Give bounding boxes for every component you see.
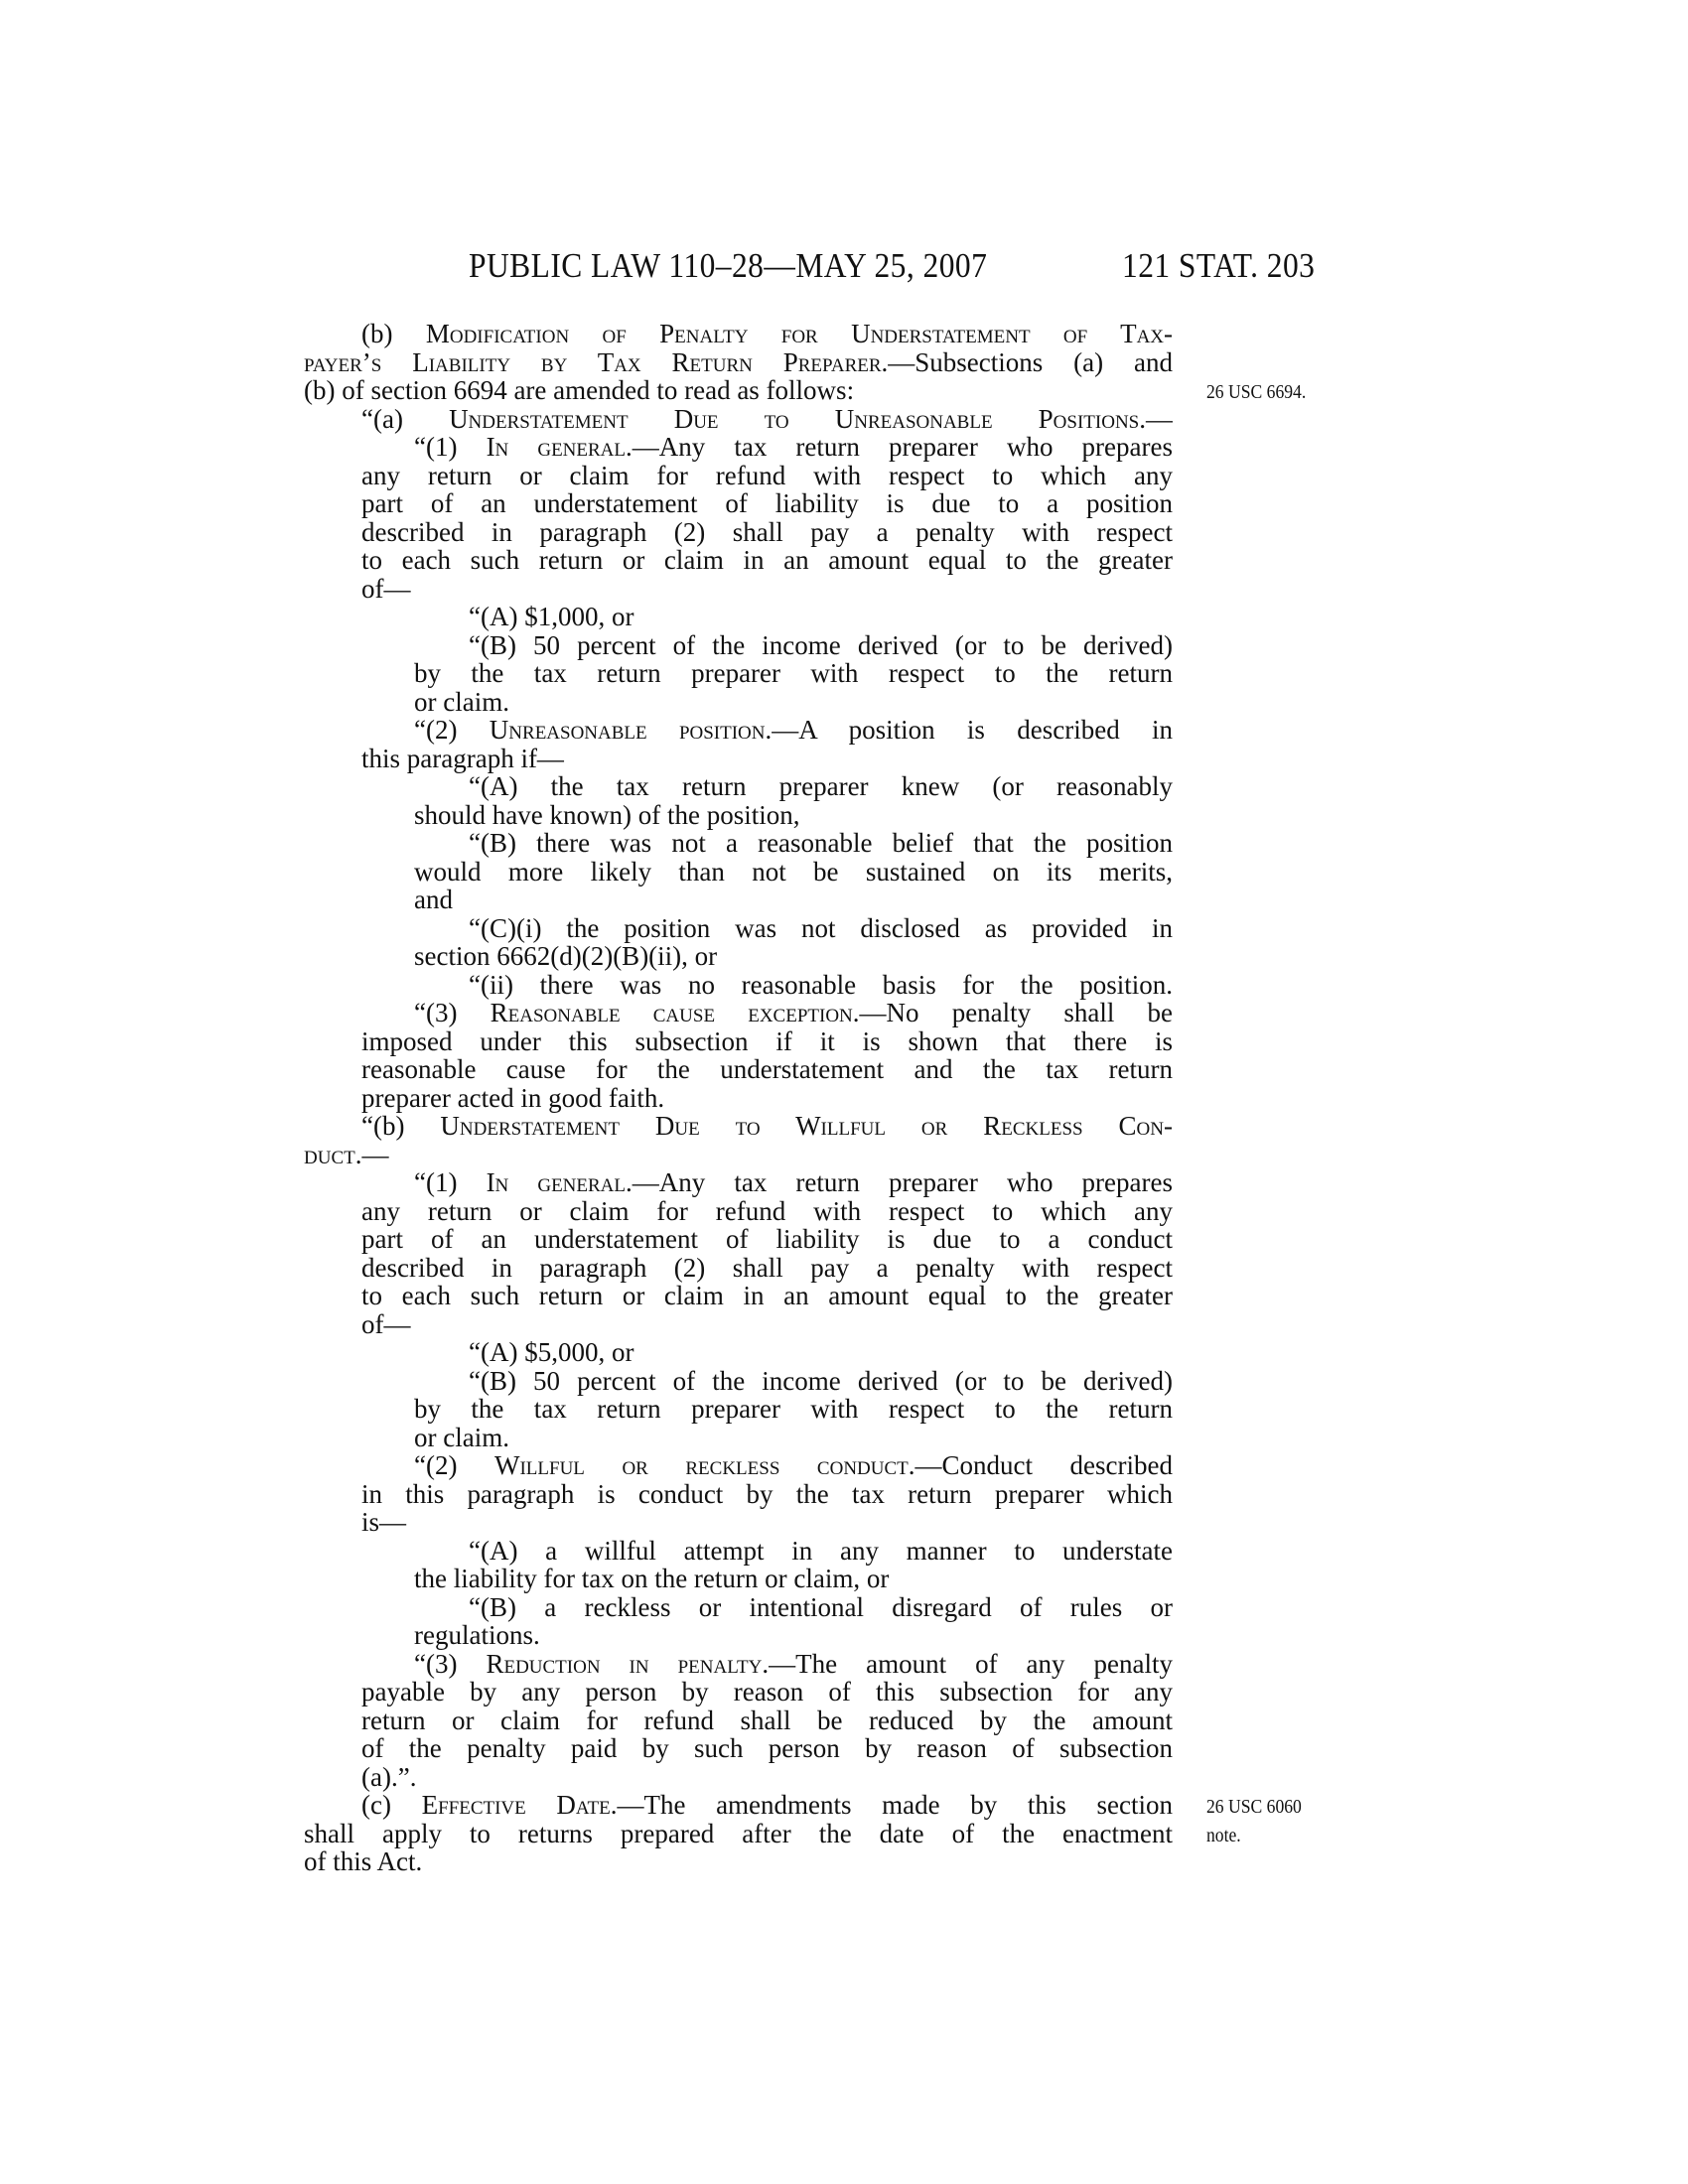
section-heading: Understatement Due to Unreasonable Positions <box>449 404 1140 434</box>
line-text: of the penalty paid by such person by reason of subsection <box>361 1734 1173 1763</box>
text-line <box>361 575 1173 604</box>
text-line <box>361 489 1173 518</box>
line-text: (c) <box>361 1791 422 1820</box>
text-line <box>361 1282 1173 1310</box>
line-text: return or claim for refund shall be reduced by the amount <box>361 1706 1173 1735</box>
text-line <box>469 603 1173 631</box>
line-text: .— <box>1139 404 1173 434</box>
line-text: is— <box>361 1507 407 1537</box>
text-line <box>469 971 1173 1000</box>
line-text: described in paragraph (2) shall pay a penalty with respect <box>361 517 1173 547</box>
text-line <box>414 858 1173 887</box>
line-text: to each such return or claim in an amount equal to the greater <box>361 546 1173 575</box>
line-text: or claim. <box>414 1422 509 1452</box>
text-line <box>414 1621 1173 1650</box>
section-heading: Reduction in penalty <box>486 1649 763 1679</box>
line-text: imposed under this subsection if it is shown that there is <box>361 1026 1173 1056</box>
text-line <box>414 1168 1173 1197</box>
text-line <box>361 1508 1173 1537</box>
line-text: shall apply to returns prepared after the date of the enactment <box>304 1819 1173 1848</box>
section-heading: Unreasonable position <box>489 716 766 745</box>
line-text: “(A) $5,000, or <box>469 1337 634 1367</box>
text-line <box>414 1650 1173 1679</box>
line-text: “(a) <box>361 404 450 434</box>
line-text: this paragraph if— <box>361 743 564 773</box>
line-text: “(2) <box>414 1451 494 1480</box>
section-heading: In general <box>486 1168 627 1197</box>
text-line <box>361 546 1173 575</box>
line-text: described in paragraph (2) shall pay a penalty with respect <box>361 1253 1173 1283</box>
text-line <box>469 631 1173 660</box>
line-text: “(B) there was not a reasonable belief that the position <box>469 829 1173 858</box>
line-text: .—No penalty shall be <box>852 999 1173 1027</box>
margin-note: 26 USC 6694. <box>1206 381 1307 403</box>
margin-note: 26 USC 6060 <box>1206 1796 1302 1818</box>
line-text: part of an understatement of liability is due to a position <box>361 489 1173 518</box>
text-line <box>361 1027 1173 1056</box>
text-line <box>469 829 1173 858</box>
line-text: “(B) 50 percent of the income derived (or to be derived) <box>469 630 1173 660</box>
text-line <box>304 1847 1173 1876</box>
line-text: “(ii) there was no reasonable basis for the position. <box>469 970 1173 1000</box>
text-line <box>469 1367 1173 1396</box>
line-text: in this paragraph is conduct by the tax return preparer which <box>361 1479 1173 1509</box>
text-line <box>304 1820 1173 1848</box>
section-heading: In general <box>486 433 627 462</box>
text-line <box>414 1451 1173 1480</box>
section-heading: Reasonable cause exception <box>490 999 853 1027</box>
text-line <box>469 1593 1173 1622</box>
text-line <box>304 376 1173 405</box>
text-line <box>414 1424 1173 1452</box>
line-text: by the tax return preparer with respect to the return <box>414 659 1173 688</box>
text-line <box>469 772 1173 801</box>
text-line <box>304 348 1173 377</box>
section-heading: Effective Date <box>421 1791 611 1820</box>
line-text: or claim. <box>414 686 509 717</box>
line-text: “(A) a willful attempt in any manner to understate <box>469 1536 1173 1566</box>
line-text: “(B) a reckless or intentional disregard of rules or <box>469 1592 1173 1622</box>
text-line <box>361 1055 1173 1084</box>
line-text: “(3) <box>414 1649 487 1679</box>
line-text: .—The amendments made by this section <box>610 1791 1173 1820</box>
line-text: “(C)(i) the position was not disclosed as provided in <box>469 913 1173 943</box>
text-line <box>414 886 1173 914</box>
running-header-title: PUBLIC LAW 110–28—MAY 25, 2007 <box>469 246 988 285</box>
text-line <box>304 1141 1173 1169</box>
line-text: .— <box>354 1139 389 1169</box>
section-heading: payer’s Liability by Tax Return Preparer <box>304 347 882 377</box>
text-line <box>361 1254 1173 1283</box>
line-text: .—The amount of any penalty <box>762 1649 1173 1679</box>
text-line <box>361 1734 1173 1763</box>
line-text: (b) <box>361 320 426 348</box>
line-text: (b) of section 6694 are amended to read as follows: <box>304 375 855 405</box>
line-text: (a).”. <box>361 1761 417 1792</box>
text-line <box>414 942 1173 971</box>
line-text: section 6662(d)(2)(B)(ii), or <box>414 941 718 971</box>
section-heading: Willful or reckless conduct <box>494 1451 909 1480</box>
line-text: “(2) <box>414 716 490 745</box>
text-line <box>414 801 1173 830</box>
line-text: by the tax return preparer with respect to the return <box>414 1395 1173 1424</box>
line-text: .—Conduct described <box>908 1451 1173 1480</box>
line-text: “(3) <box>414 999 491 1027</box>
text-line <box>414 433 1173 462</box>
text-line <box>361 1706 1173 1735</box>
margin-note: note. <box>1206 1824 1241 1846</box>
line-text: to each such return or claim in an amount equal to the greater <box>361 1282 1173 1310</box>
text-line <box>361 1678 1173 1706</box>
text-line <box>361 1791 1173 1820</box>
line-text: preparer acted in good faith. <box>361 1082 665 1113</box>
line-text: part of an understatement of liability is due to a conduct <box>361 1225 1173 1254</box>
text-line <box>414 999 1173 1027</box>
text-line <box>361 1310 1173 1339</box>
line-text: any return or claim for refund with respect to which any <box>361 1196 1173 1226</box>
text-line <box>414 659 1173 688</box>
line-text: “(1) <box>414 1168 487 1197</box>
text-line <box>414 1395 1173 1424</box>
line-text: “(A) $1,000, or <box>469 602 634 631</box>
line-text: and <box>414 885 453 914</box>
text-line <box>361 1197 1173 1226</box>
text-line <box>361 1480 1173 1509</box>
line-text: “(B) 50 percent of the income derived (or to be derived) <box>469 1366 1173 1396</box>
line-text: “(1) <box>414 433 487 462</box>
line-text: .—A position is described in <box>765 716 1173 745</box>
text-line <box>361 320 1173 348</box>
line-text: payable by any person by reason of this subsection for any <box>361 1678 1173 1706</box>
line-text: of this Act. <box>304 1846 423 1876</box>
section-heading: Understatement Due to Willful or Reckless Con- <box>440 1112 1173 1141</box>
line-text: .—Any tax return preparer who prepares <box>626 433 1173 462</box>
line-text: should have known) of the position, <box>414 799 800 830</box>
text-line <box>361 745 1173 773</box>
line-text: the liability for tax on the return or claim, or <box>414 1564 890 1593</box>
text-line <box>361 462 1173 490</box>
line-text: of— <box>361 573 411 604</box>
line-text: “(b) <box>361 1112 441 1141</box>
line-text: would more likely than not be sustained on its merits, <box>414 857 1173 887</box>
section-heading: Modification of Penalty for Understatement of Tax- <box>425 320 1173 348</box>
text-line <box>361 1763 1173 1792</box>
line-text: .—Subsections (a) and <box>881 347 1173 377</box>
text-line <box>361 1112 1173 1141</box>
text-line <box>361 1084 1173 1113</box>
text-line <box>469 1537 1173 1566</box>
line-text: of— <box>361 1308 411 1339</box>
text-line <box>414 688 1173 717</box>
line-text: “(A) the tax return preparer knew (or reasonably <box>469 772 1173 801</box>
text-line <box>361 405 1173 434</box>
text-line <box>361 1225 1173 1254</box>
page-number: 121 STAT. 203 <box>1122 246 1316 285</box>
text-line <box>469 914 1173 943</box>
text-line <box>414 716 1173 745</box>
line-text: reasonable cause for the understatement and the tax return <box>361 1055 1173 1084</box>
section-heading: duct <box>304 1139 355 1169</box>
text-line <box>361 518 1173 547</box>
text-line <box>414 1565 1173 1593</box>
text-line <box>469 1338 1173 1367</box>
line-text: .—Any tax return preparer who prepares <box>626 1168 1173 1197</box>
line-text: any return or claim for refund with respect to which any <box>361 461 1173 490</box>
line-text: regulations. <box>414 1620 540 1650</box>
